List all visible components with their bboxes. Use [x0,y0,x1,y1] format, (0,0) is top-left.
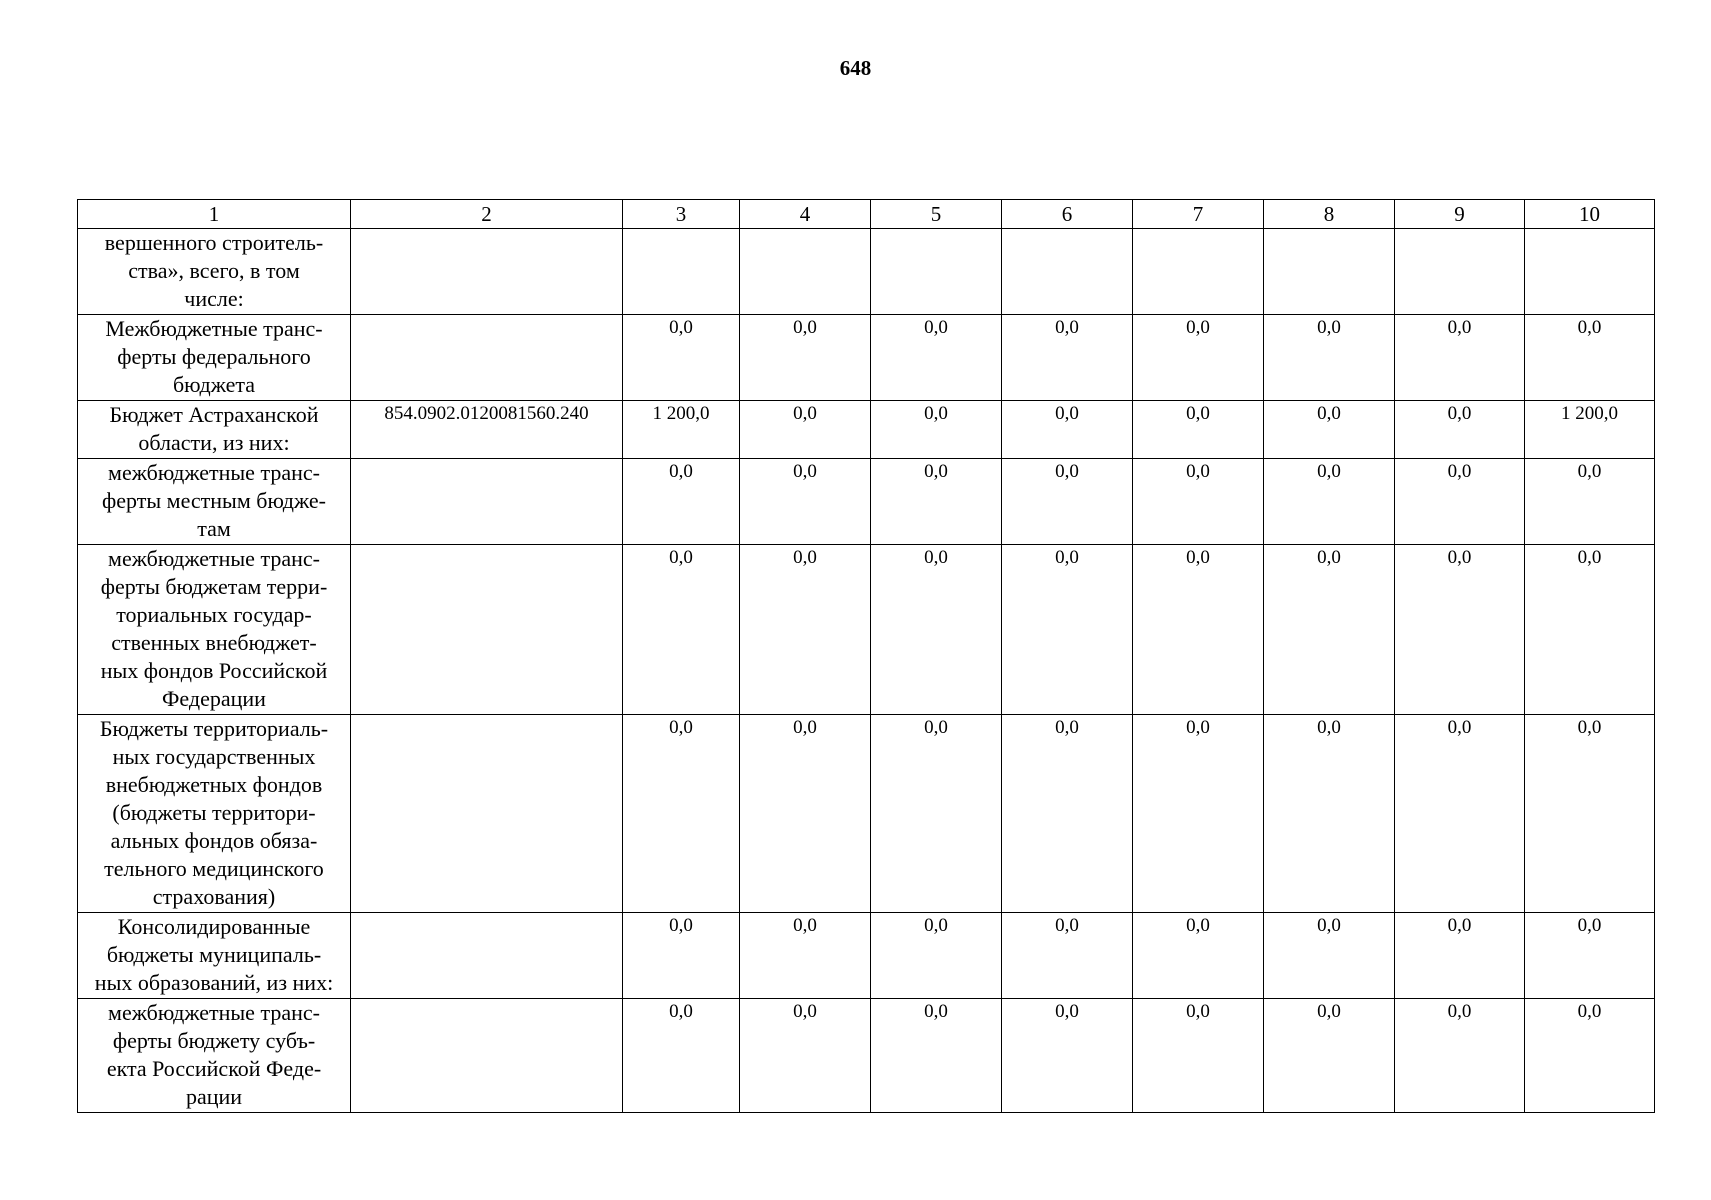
row-code-cell [351,715,623,913]
value-cell: 0,0 [871,715,1002,913]
value-cell: 0,0 [740,913,871,999]
row-code-cell [351,315,623,401]
value-cell: 0,0 [1395,913,1525,999]
table-row [78,229,1655,315]
column-header-5: 5 [871,200,1002,229]
value-cell: 0,0 [740,545,871,715]
page-number: 648 [839,56,872,80]
table-row [78,715,1655,913]
value-cell: 0,0 [1133,913,1264,999]
table-body [78,229,1655,1113]
value-cell: 1 200,0 [623,401,740,459]
value-cell: 0,0 [623,715,740,913]
row-name-cell: Бюджеты территориаль- ных государственных внебюджетных фондов (бюджеты территори- альных фондов обяза- тельного медицинского страхования) [78,715,351,913]
row-name-cell: межбюджетные транс- ферты бюджету субъ- екта Российской Феде- рации [78,999,351,1113]
value-cell: 0,0 [623,545,740,715]
value-cell: 0,0 [1133,545,1264,715]
value-cell: 0,0 [1264,715,1395,913]
table-row [78,999,1655,1113]
column-header-6: 6 [1002,200,1133,229]
value-cell [871,229,1002,315]
value-cell: 0,0 [1395,999,1525,1113]
value-cell: 0,0 [871,315,1002,401]
value-cell: 0,0 [1133,315,1264,401]
value-cell: 0,0 [1395,315,1525,401]
value-cell: 1 200,0 [1525,401,1655,459]
value-cell: 0,0 [871,459,1002,545]
value-cell: 0,0 [1133,459,1264,545]
value-cell: 0,0 [1264,459,1395,545]
value-cell: 0,0 [871,913,1002,999]
value-cell: 0,0 [740,401,871,459]
value-cell: 0,0 [1395,545,1525,715]
value-cell: 0,0 [1002,459,1133,545]
value-cell: 0,0 [1002,401,1133,459]
value-cell [740,229,871,315]
table-header [78,200,1655,229]
value-cell: 0,0 [1525,459,1655,545]
row-name-cell: Консолидированные бюджеты муниципаль- ных образований, из них: [78,913,351,999]
value-cell: 0,0 [1002,999,1133,1113]
value-cell: 0,0 [871,999,1002,1113]
value-cell: 0,0 [1395,401,1525,459]
row-code-cell [351,229,623,315]
row-code-cell [351,545,623,715]
value-cell: 0,0 [1525,999,1655,1113]
value-cell: 0,0 [740,459,871,545]
value-cell [1525,229,1655,315]
value-cell: 0,0 [1525,913,1655,999]
value-cell [1133,229,1264,315]
row-code-cell: 854.0902.0120081560.240 [351,401,623,459]
value-cell: 0,0 [740,999,871,1113]
row-name-cell: межбюджетные транс- ферты бюджетам терри- ториальных государ- ственных внебюджет- ных фондов Российской Федерации [78,545,351,715]
value-cell: 0,0 [1002,715,1133,913]
value-cell: 0,0 [1133,999,1264,1113]
table-row [78,545,1655,715]
value-cell: 0,0 [1264,315,1395,401]
value-cell: 0,0 [740,715,871,913]
row-code-cell [351,999,623,1113]
table-row [78,401,1655,459]
value-cell: 0,0 [740,315,871,401]
column-header-7: 7 [1133,200,1264,229]
value-cell: 0,0 [623,315,740,401]
value-cell: 0,0 [1525,715,1655,913]
value-cell: 0,0 [1264,545,1395,715]
table-row [78,459,1655,545]
row-code-cell [351,459,623,545]
column-header-10: 10 [1525,200,1655,229]
column-header-8: 8 [1264,200,1395,229]
value-cell: 0,0 [1002,315,1133,401]
header-row [78,200,1655,229]
value-cell: 0,0 [871,545,1002,715]
value-cell: 0,0 [623,913,740,999]
column-header-2: 2 [351,200,623,229]
value-cell [1395,229,1525,315]
value-cell: 0,0 [1264,401,1395,459]
value-cell [1002,229,1133,315]
row-name-cell: Межбюджетные транс- ферты федерального бюджета [78,315,351,401]
column-header-3: 3 [623,200,740,229]
row-name-cell: Бюджет Астраханской области, из них: [78,401,351,459]
value-cell: 0,0 [1525,315,1655,401]
value-cell: 0,0 [871,401,1002,459]
column-header-9: 9 [1395,200,1525,229]
column-header-1: 1 [78,200,351,229]
budget-table [77,199,1655,1113]
value-cell: 0,0 [1264,999,1395,1113]
table-row [78,315,1655,401]
value-cell: 0,0 [1395,715,1525,913]
value-cell: 0,0 [623,999,740,1113]
column-header-4: 4 [740,200,871,229]
value-cell: 0,0 [1002,545,1133,715]
value-cell: 0,0 [1133,401,1264,459]
table-row [78,913,1655,999]
value-cell [1264,229,1395,315]
value-cell: 0,0 [1264,913,1395,999]
row-code-cell [351,913,623,999]
value-cell [623,229,740,315]
value-cell: 0,0 [1525,545,1655,715]
value-cell: 0,0 [1002,913,1133,999]
row-name-cell: межбюджетные транс- ферты местным бюдже- там [78,459,351,545]
value-cell: 0,0 [1133,715,1264,913]
value-cell: 0,0 [623,459,740,545]
row-name-cell: вершенного строитель- ства», всего, в том числе: [78,229,351,315]
value-cell: 0,0 [1395,459,1525,545]
